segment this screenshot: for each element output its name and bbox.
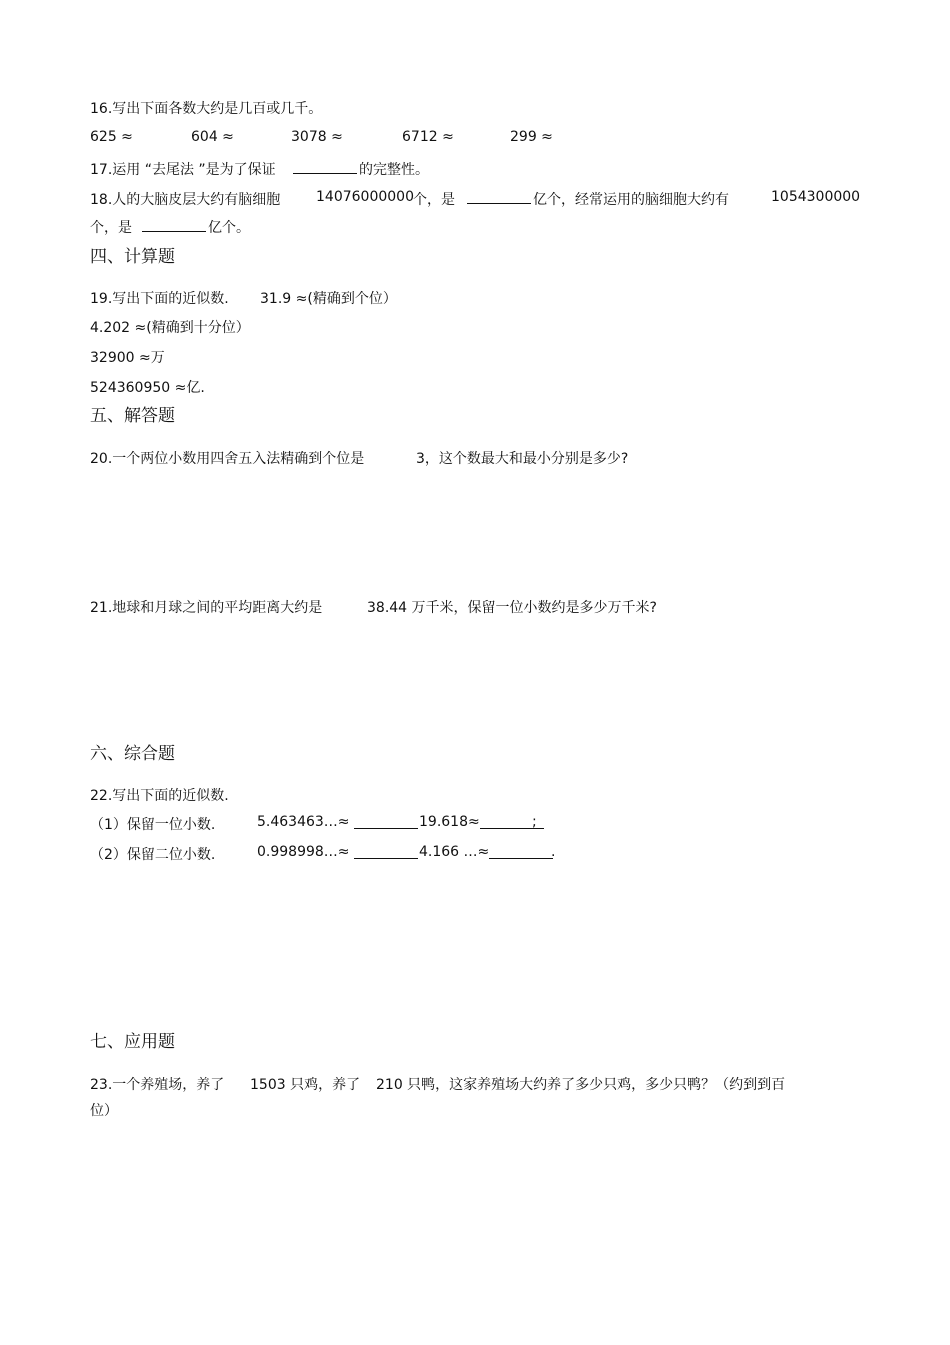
q20-pre: 20.一个两位小数用四舍五入法精确到个位是	[90, 451, 365, 467]
q18-part1: 18.人的大脑皮层大约有脑细胞	[90, 192, 281, 208]
q19-line4: 524360950 ≈亿.	[90, 380, 205, 396]
q22-text: 22.写出下面的近似数.	[90, 788, 229, 804]
q18-num1: 14076000000	[316, 189, 414, 205]
q17-post: 的完整性。	[359, 162, 429, 178]
section-7-heading: 七、应用题	[90, 1032, 175, 1052]
q23-part1: 23.一个养殖场，养了	[90, 1077, 225, 1093]
q23-line2: 位）	[90, 1103, 118, 1119]
q19-line3: 32900 ≈万	[90, 350, 165, 366]
q16-text: 16.写出下面各数大约是几百或几千。	[90, 101, 323, 117]
q22-r1-label: （1）保留一位小数.	[90, 817, 216, 833]
q18-num2: 1054300000	[771, 189, 861, 205]
q17-pre: 17.运用 “去尾法 ”是为了保证	[90, 162, 276, 178]
q16-item-3078: 3078 ≈	[291, 129, 343, 145]
q18-blank-1[interactable]	[467, 189, 531, 204]
q21-post: 38.44 万千米，保留一位小数约是多少万千米?	[367, 600, 657, 616]
section-5-heading: 五、解答题	[90, 406, 175, 426]
q22-r2-label: （2）保留二位小数.	[90, 847, 216, 863]
q18-line2-post: 亿个。	[208, 220, 250, 236]
q19-line2: 4.202 ≈(精确到十分位）	[90, 320, 250, 336]
q18-blank-2[interactable]	[142, 217, 206, 232]
q18-line2-pre: 个，是	[90, 220, 132, 236]
q19-line1-val: 31.9 ≈(精确到个位）	[260, 291, 397, 307]
q22-r2-a: 0.998998…≈	[257, 844, 350, 860]
q19-line1-pre: 19.写出下面的近似数.	[90, 291, 229, 307]
q23-num2: 210 只鸭，这家养殖场大约养了多少只鸡，多少只鸭？（约到到百	[376, 1077, 786, 1093]
q21-pre: 21.地球和月球之间的平均距离大约是	[90, 600, 323, 616]
q20-post: 3，这个数最大和最小分别是多少?	[416, 451, 629, 467]
q22-r1-b: 19.618≈	[419, 814, 480, 830]
q16-item-625: 625 ≈	[90, 129, 133, 145]
q22-r1-end: ;	[532, 814, 537, 830]
q22-r1-blank-1[interactable]	[354, 814, 418, 829]
q17-blank[interactable]	[293, 159, 357, 174]
q16-item-299: 299 ≈	[510, 129, 553, 145]
q16-item-6712: 6712 ≈	[402, 129, 454, 145]
q18-part2: 个，是	[413, 192, 455, 208]
section-6-heading: 六、综合题	[90, 744, 175, 764]
q18-part3: 亿个，经常运用的脑细胞大约有	[533, 192, 729, 208]
q22-r1-a: 5.463463…≈	[257, 814, 350, 830]
q22-r2-blank-2[interactable]	[489, 844, 556, 860]
q22-r2-end: .	[551, 844, 556, 860]
section-4-heading: 四、计算题	[90, 247, 175, 267]
q16-item-604: 604 ≈	[191, 129, 234, 145]
q22-r2-b: 4.166 …≈	[419, 844, 490, 860]
q23-num1: 1503 只鸡，养了	[250, 1077, 361, 1093]
q22-r2-blank-1[interactable]	[354, 844, 418, 859]
